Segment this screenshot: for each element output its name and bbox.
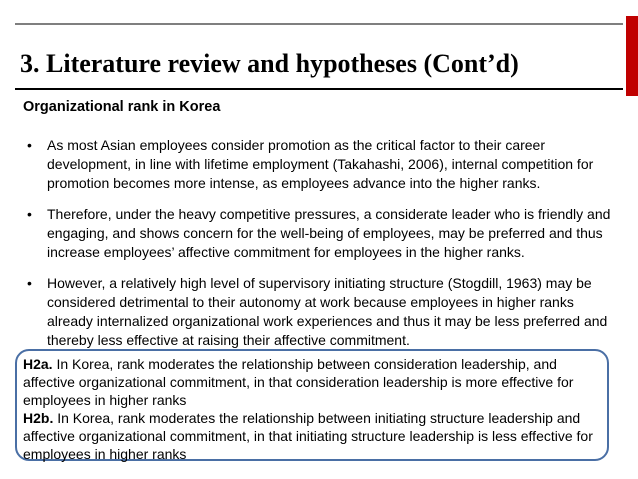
hypothesis-h2a <box>23 355 608 409</box>
bullet-dot: • <box>27 206 32 222</box>
slide-title: 3. Literature review and hypotheses (Cont’d) <box>20 49 519 78</box>
hypothesis-label: H2b. <box>23 410 54 426</box>
hypotheses-text <box>23 355 608 463</box>
bullet-item <box>23 205 623 262</box>
hypothesis-h2b <box>23 409 608 463</box>
bullet-dot: • <box>27 275 32 291</box>
accent-bar <box>626 16 638 96</box>
title-underline <box>15 88 623 90</box>
bullet-text: Therefore, under the heavy competitive pressures, a considerate leader who is friendly and engaging, and shows concern for the well-being of employees, may be preferred and thus increase employees’ affective commitment for employees in the higher ranks. <box>47 206 611 260</box>
top-divider-line <box>15 23 623 25</box>
bullet-text: However, a relatively high level of supervisory initiating structure (Stogdill, 1963) may be considered detrimental to their autonomy at work because employees in higher ranks already internalized organizational work experiences and thus it may be less preferred and thereby less effective at raising their affective commitment. <box>47 275 608 348</box>
bullet-text: As most Asian employees consider promotion as the critical factor to their career development, in line with lifetime employment (Takahashi, 2006), internal competition for promotion becomes more intense, as employees advance into the higher ranks. <box>47 137 594 191</box>
hypothesis-label: H2a. <box>23 356 53 372</box>
hypothesis-body: In Korea, rank moderates the relationship between consideration leadership, and affective organizational commitment, in that consideration leadership is more effective for employees in higher ranks <box>23 356 574 408</box>
section-heading: Organizational rank in Korea <box>23 99 221 115</box>
hypothesis-body: In Korea, rank moderates the relationship between initiating structure leadership and affective organizational commitment, in that initiating structure leadership is less effective for employees in higher ranks <box>23 410 593 462</box>
bullet-item <box>23 136 623 193</box>
bullet-item <box>23 274 623 350</box>
bullet-dot: • <box>27 137 32 153</box>
